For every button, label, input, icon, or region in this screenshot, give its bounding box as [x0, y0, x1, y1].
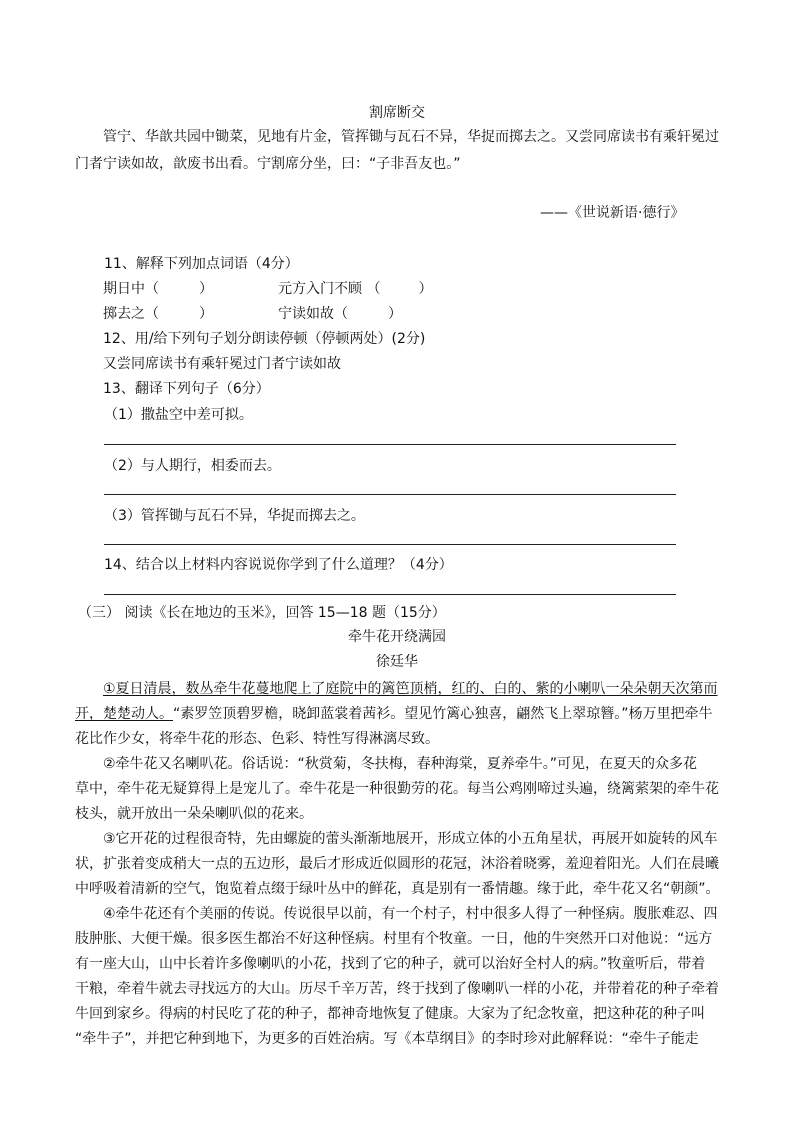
paragraph-line: 牛回到家乡。得病的村民吃了花的种子，都神奇地恢复了健康。大家为了纪念牧童，把这种花的种子叫 — [75, 1006, 705, 1022]
question-14: 14、结合以上材料内容说说你学到了什么道理？（4分） — [104, 557, 453, 573]
answer-line[interactable] — [104, 444, 676, 445]
q11-item-d: 宁读如故（ ） — [278, 306, 402, 322]
paragraph-line: 有一座大山，山中长着许多像喇叭的小花，找到了它的种子，就可以治好全村人的病。”牧童听后，带着 — [75, 956, 706, 972]
paragraph-line: 肢肿胀、大便干燥。很多医生都治不好这种怪病。村里有个牧童。一日，他的牛突然开口对他说：“远方 — [75, 931, 713, 947]
question-13: 13、翻译下列句子（6分） — [103, 381, 270, 397]
q11-item-a: 期日中（ ） — [103, 281, 213, 297]
paragraph-line-underlined: ①夏日清晨，数丛牵牛花蔓地爬上了庭院中的篱笆顶梢，红的、白的、紫的小喇叭一朵朵朝天次第而 — [103, 681, 718, 697]
question-12: 12、用/给下列句子划分朗读停顿（停顿两处）(2分) — [103, 331, 426, 347]
passage-line: 门者宁读如故，歆废书出看。宁割席分坐，曰：“子非吾友也。” — [75, 156, 461, 172]
paragraph-line: 花比作少女，将牵牛花的形态、色彩、特性写得淋漓尽致。 — [75, 731, 439, 747]
paragraph-line: ②牵牛花又名喇叭花。俗话说：“秋赏菊，冬扶梅，春种海棠，夏养牵牛。”可见，在夏天的众多花 — [103, 756, 698, 772]
underlined-phrase: 开，楚楚动人。 — [75, 706, 173, 722]
q12-sentence: 又尝同席读书有乘轩冕过门者宁读如故 — [103, 356, 341, 372]
paragraph-line: 中呼吸着清新的空气，饱览着点缀于绿叶丛中的鲜花，真是别有一番情趣。缘于此，牵牛花又名“朝颜”。 — [75, 881, 720, 897]
q11-item-b: 元方入门不顾 （ ） — [278, 281, 433, 297]
answer-line[interactable] — [104, 594, 676, 595]
q13-item-2: （2）与人期行，相委而去。 — [104, 458, 281, 474]
article-title: 牵牛花开绕满园 — [348, 629, 446, 645]
section-heading: （三） 阅读《长在地边的玉米》，回答 15—18 题（15分） — [78, 605, 446, 621]
q13-item-1: （1）撒盐空中差可拟。 — [104, 407, 253, 423]
passage-title: 割席断交 — [369, 105, 425, 121]
answer-line[interactable] — [104, 494, 676, 495]
passage-line: 管宁、华歆共园中锄菜，见地有片金，管挥锄与瓦石不异，华捉而掷去之。又尝同席读书有乘轩冕过 — [103, 129, 719, 145]
paragraph-line: ④牵牛花还有个美丽的传说。传说很早以前，有一个村子，村中很多人得了一种怪病。腹胀难忍、四 — [103, 906, 718, 922]
question-11: 11、解释下列加点词语（4分） — [104, 256, 299, 272]
paragraph-line: 开，楚楚动人。“素罗笠顶碧罗檐，晓卸蓝裳着茜衫。望见竹篱心独喜，翩然飞上翠琼簪。”杨万里把牵牛 — [75, 706, 713, 722]
paragraph-line: 草中，牵牛花无疑算得上是宠儿了。牵牛花是一种很勤劳的花。每当公鸡刚啼过头遍，绕篱萦架的牵牛花 — [75, 781, 719, 797]
paragraph-line: 干粮，牵着牛就去寻找远方的大山。历尽千辛万苦，终于找到了像喇叭一样的小花，并带着花的种子牵着 — [75, 981, 719, 997]
article-author: 徐廷华 — [376, 654, 418, 670]
paragraph-line: “牵牛子”，并把它种到地下，为更多的百姓治病。写《本草纲目》的李时珍对此解释说：“牵牛子能走 — [75, 1031, 699, 1047]
paragraph-line: ③它开花的过程很奇特，先由螺旋的蕾头渐渐地展开，形成立体的小五角星状，再展开如旋转的风车 — [103, 831, 718, 847]
paragraph-line: 枝头，就开放出一朵朵喇叭似的花来。 — [75, 806, 313, 822]
answer-line[interactable] — [104, 544, 676, 545]
paragraph-line: 状，扩张着变成稍大一点的五边形，最后才形成近似圆形的花冠，沐浴着晓雾，羞迎着阳光。人们在晨曦 — [75, 856, 719, 872]
passage-source: ——《世说新语·德行》 — [540, 205, 685, 221]
q13-item-3: （3）管挥锄与瓦石不异，华捉而掷去之。 — [104, 508, 365, 524]
q11-item-c: 掷去之（ ） — [103, 306, 213, 322]
